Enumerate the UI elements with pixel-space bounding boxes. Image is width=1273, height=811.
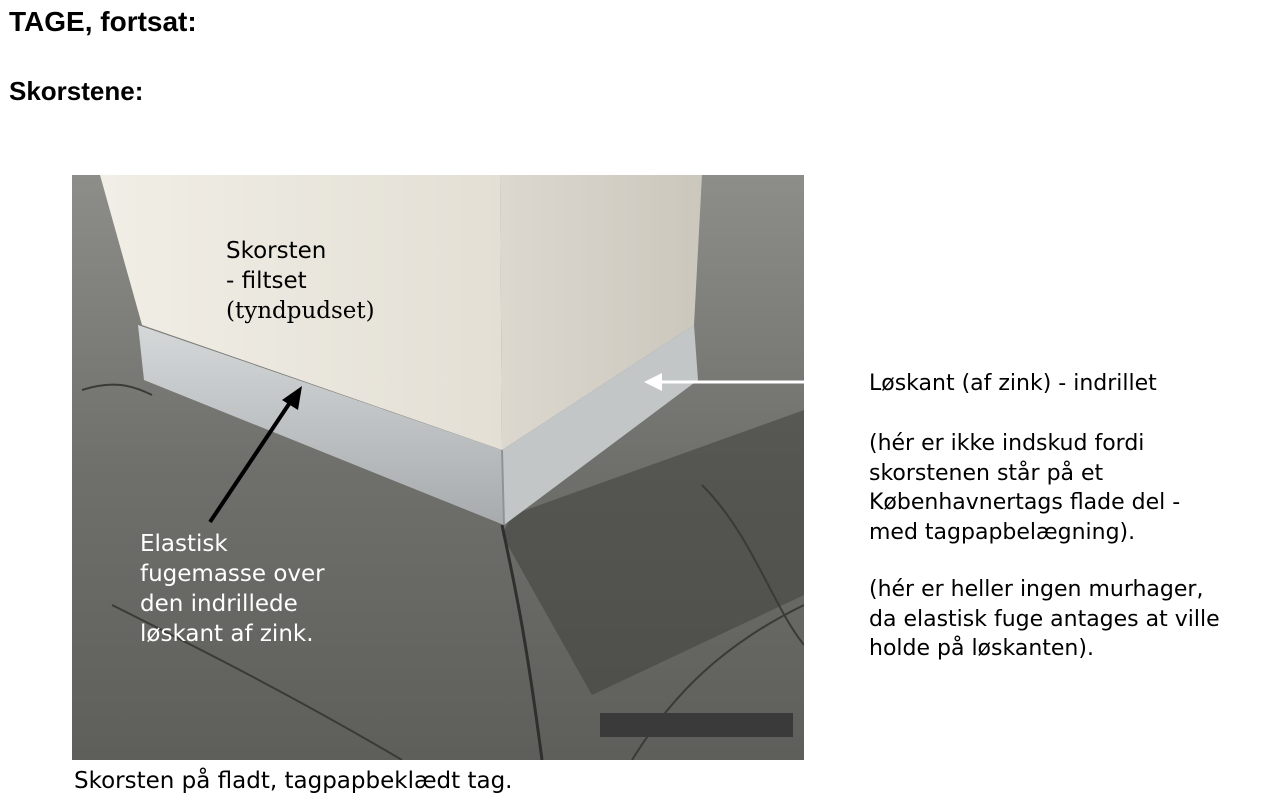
section-heading: Skorstene: xyxy=(9,76,144,106)
redaction-bar xyxy=(600,713,793,737)
note-no-wall-hooks: (hér er heller ingen murhager, da elastisk fuge antages at ville holde på løskanten). xyxy=(869,577,1220,661)
chimney-photo xyxy=(72,175,804,760)
label-chimney-serif: (tyndpudset) xyxy=(226,298,375,324)
note-no-insert: (hér er ikke indskud fordi skorstenen står på et Københavnertags flade del - med tagpapbelægning). xyxy=(869,431,1181,545)
photo-caption: Skorsten på fladt, tagpapbeklædt tag. xyxy=(74,768,513,794)
label-chimney: Skorsten - filtset (tyndpudset) xyxy=(226,238,375,324)
label-sealant: Elastisk fugemasse over den indrillede løskant af zink. xyxy=(140,531,325,647)
flashing-arrow xyxy=(640,370,810,394)
page-title: TAGE, fortsat: xyxy=(9,6,197,37)
note-flashing: Løskant (af zink) - indrillet xyxy=(869,371,1157,396)
sealant-arrow xyxy=(200,380,310,530)
